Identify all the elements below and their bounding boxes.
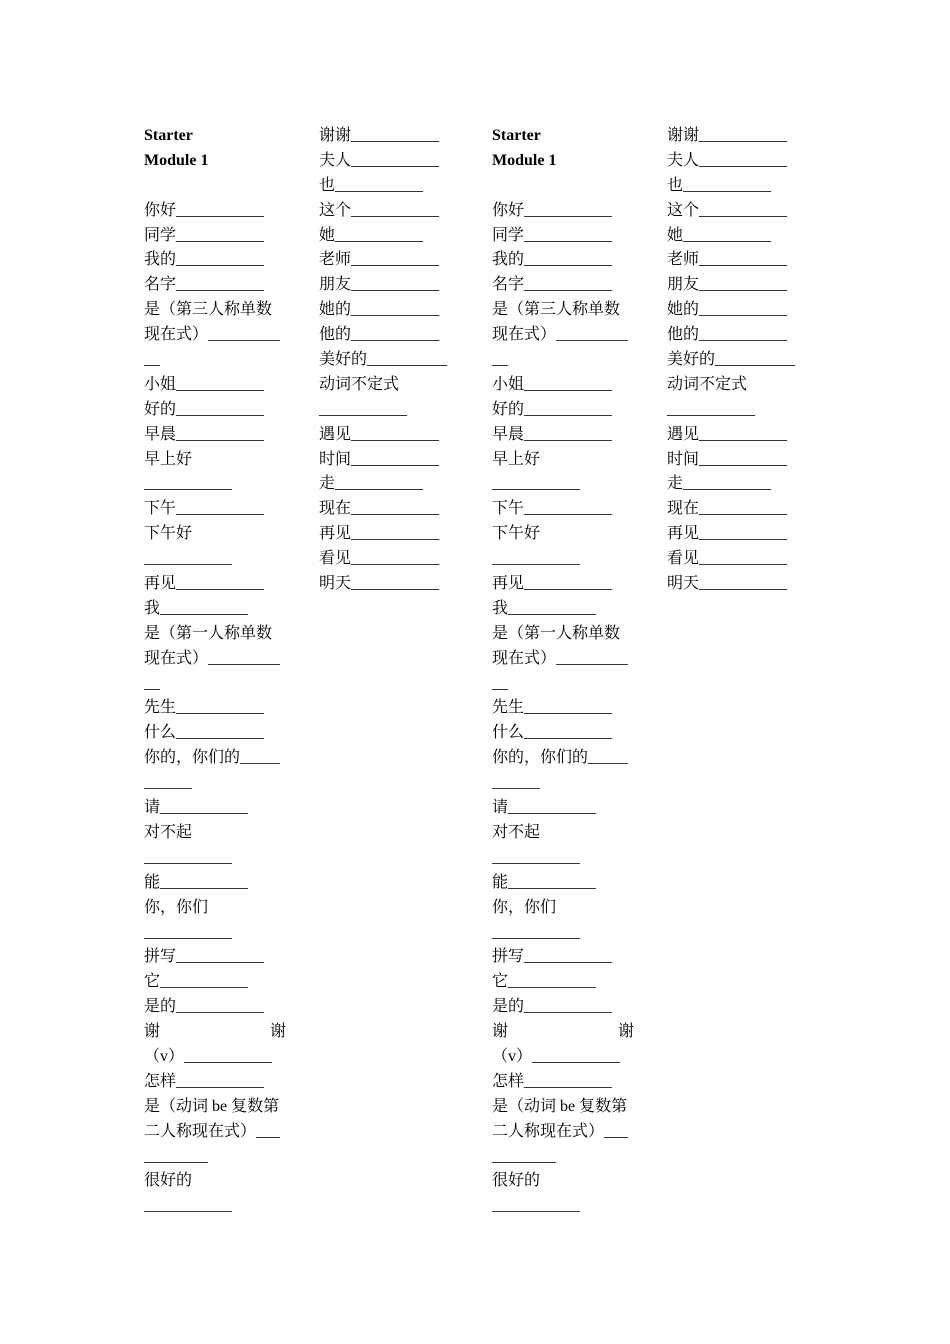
vocab-line: 你好___________ [492, 201, 613, 219]
vocab-line: 能___________ [144, 873, 249, 891]
section-heading-module: Module 1 [144, 151, 209, 169]
vocab-line: 再见___________ [492, 575, 613, 593]
vocab-line: 是的___________ [144, 998, 265, 1016]
vocab-line: 是（动词 be 复数第 [492, 1097, 628, 1115]
vocab-line: 小姐___________ [492, 375, 613, 393]
vocab-line: __ [492, 674, 508, 692]
vocab-line: 也___________ [667, 176, 772, 194]
vocab-line: 能___________ [492, 873, 597, 891]
vocab-line: 我的___________ [492, 251, 613, 269]
vocab-line: 拼写___________ [144, 948, 265, 966]
vocab-line: 什么___________ [492, 724, 613, 742]
vocab-line: 你好___________ [144, 201, 265, 219]
vocab-line-justified: 谢 谢 [492, 1023, 634, 1041]
vocab-line: 现在式）_________ [144, 326, 281, 344]
vocab-line: 下午___________ [492, 500, 613, 518]
section-heading-module: Module 1 [492, 151, 557, 169]
vocab-line: 是（第一人称单数 [144, 624, 273, 642]
vocab-line: 看见___________ [319, 550, 440, 568]
vocab-line: ___________ [492, 550, 580, 568]
vocab-line: 名字___________ [144, 276, 265, 294]
vocab-line: 你，你们 [492, 898, 557, 916]
vocab-line: 再见___________ [667, 525, 788, 543]
vocab-line: 先生___________ [492, 699, 613, 717]
vocab-line: 夫人___________ [667, 151, 788, 169]
vocab-line: 再见___________ [319, 525, 440, 543]
vocab-line: ___________ [667, 400, 755, 418]
vocab-line: ________ [492, 1147, 556, 1165]
vocab-line: 请___________ [144, 799, 249, 817]
vocab-line: 下午___________ [144, 500, 265, 518]
vocab-line: 现在___________ [667, 500, 788, 518]
vocab-line: 怎样___________ [492, 1072, 613, 1090]
vocab-line: 是（第一人称单数 [492, 624, 621, 642]
vocab-line: 这个___________ [667, 201, 788, 219]
vocab-line: 很好的 [144, 1172, 193, 1190]
vocab-line: 她的___________ [667, 301, 788, 319]
vocab-line: 我___________ [144, 599, 249, 617]
vocab-line: 名字___________ [492, 276, 613, 294]
vocab-line: 朋友___________ [667, 276, 788, 294]
vocab-line: 夫人___________ [319, 151, 440, 169]
vocab-line: （v）___________ [492, 1047, 621, 1065]
vocab-line: 这个___________ [319, 201, 440, 219]
vocab-line: 怎样___________ [144, 1072, 265, 1090]
vocab-line-justified: 谢 谢 [144, 1023, 286, 1041]
vocab-line: 老师___________ [667, 251, 788, 269]
vocab-line: 下午好 [144, 525, 193, 543]
vocab-line: 她___________ [667, 226, 772, 244]
vocab-line: ___________ [144, 1197, 232, 1215]
vocab-line: 动词不定式 [667, 375, 748, 393]
vocab-line: 遇见___________ [667, 425, 788, 443]
vocab-line: ___________ [492, 1197, 580, 1215]
vocab-line: ___________ [492, 475, 580, 493]
vocab-column-3 [492, 124, 634, 1219]
vocab-line: 动词不定式 [319, 375, 400, 393]
vocab-line: 再见___________ [144, 575, 265, 593]
vocab-line: 也___________ [319, 176, 424, 194]
blank-line [492, 174, 634, 199]
vocab-line: 二人称现在式）___ [144, 1122, 281, 1140]
vocab-line: 他的___________ [319, 326, 440, 344]
vocab-line: 早晨___________ [144, 425, 265, 443]
section-heading-starter: Starter [144, 127, 193, 144]
vocab-line: 同学___________ [492, 226, 613, 244]
vocab-line: ___________ [319, 400, 407, 418]
vocab-line: 看见___________ [667, 550, 788, 568]
vocab-line: 早晨___________ [492, 425, 613, 443]
vocab-line: __ [492, 351, 508, 369]
vocab-line: 她的___________ [319, 301, 440, 319]
vocab-line: 老师___________ [319, 251, 440, 269]
vocab-line: 对不起 [492, 823, 541, 841]
vocab-line: 我的___________ [144, 251, 265, 269]
vocab-line: ________ [144, 1147, 208, 1165]
vocab-line: 对不起 [144, 823, 193, 841]
section-heading-starter: Starter [492, 127, 541, 144]
vocab-line: 是（第三人称单数 [144, 301, 273, 319]
vocab-line: ___________ [492, 923, 580, 941]
vocab-line: 好的___________ [144, 400, 265, 418]
vocab-line: 先生___________ [144, 699, 265, 717]
vocab-line: 请___________ [492, 799, 597, 817]
vocab-line: ______ [144, 774, 192, 792]
vocab-line: ___________ [492, 848, 580, 866]
vocab-line: 早上好 [144, 450, 193, 468]
vocab-line: 你的，你们的_____ [144, 749, 281, 767]
vocab-line: 它___________ [144, 973, 249, 991]
vocab-column-4 [667, 124, 809, 597]
vocab-line: 他的___________ [667, 326, 788, 344]
vocab-line: 你，你们 [144, 898, 209, 916]
vocab-line: 二人称现在式）___ [492, 1122, 629, 1140]
vocab-line: 它___________ [492, 973, 597, 991]
vocab-line: ___________ [144, 848, 232, 866]
vocab-line: __ [144, 674, 160, 692]
vocab-line: 她___________ [319, 226, 424, 244]
vocab-line: ___________ [144, 923, 232, 941]
vocab-line: ___________ [144, 475, 232, 493]
vocab-line: 下午好 [492, 525, 541, 543]
vocab-line: 时间___________ [667, 450, 788, 468]
vocab-line: 现在式）_________ [144, 649, 281, 667]
vocab-line: 是的___________ [492, 998, 613, 1016]
vocab-line: 走___________ [319, 475, 424, 493]
vocab-line: 你的，你们的_____ [492, 749, 629, 767]
vocab-line: 谢谢___________ [319, 127, 440, 144]
vocab-line: （v）___________ [144, 1047, 273, 1065]
vocab-line: ___________ [144, 550, 232, 568]
blank-line [144, 174, 286, 199]
vocab-line: 拼写___________ [492, 948, 613, 966]
vocab-line: 是（第三人称单数 [492, 301, 621, 319]
vocab-line: 明天___________ [319, 575, 440, 593]
vocab-line: 时间___________ [319, 450, 440, 468]
vocab-line: 现在式）_________ [492, 326, 629, 344]
vocab-line: 美好的__________ [667, 351, 796, 369]
vocab-line: ______ [492, 774, 540, 792]
vocab-line: 谢谢___________ [667, 127, 788, 144]
vocab-line: 走___________ [667, 475, 772, 493]
vocab-line: 美好的__________ [319, 351, 448, 369]
vocab-line: 明天___________ [667, 575, 788, 593]
vocab-line: 我___________ [492, 599, 597, 617]
vocab-column-1 [144, 124, 286, 1219]
vocab-line: 遇见___________ [319, 425, 440, 443]
vocab-line: 好的___________ [492, 400, 613, 418]
vocab-column-2 [319, 124, 461, 597]
vocab-line: 什么___________ [144, 724, 265, 742]
vocab-line: 是（动词 be 复数第 [144, 1097, 280, 1115]
vocab-line: 很好的 [492, 1172, 541, 1190]
vocab-line: 小姐___________ [144, 375, 265, 393]
vocab-line: 朋友___________ [319, 276, 440, 294]
vocab-line: 现在___________ [319, 500, 440, 518]
vocab-line: 现在式）_________ [492, 649, 629, 667]
vocab-line: __ [144, 351, 160, 369]
vocab-line: 早上好 [492, 450, 541, 468]
vocab-line: 同学___________ [144, 226, 265, 244]
